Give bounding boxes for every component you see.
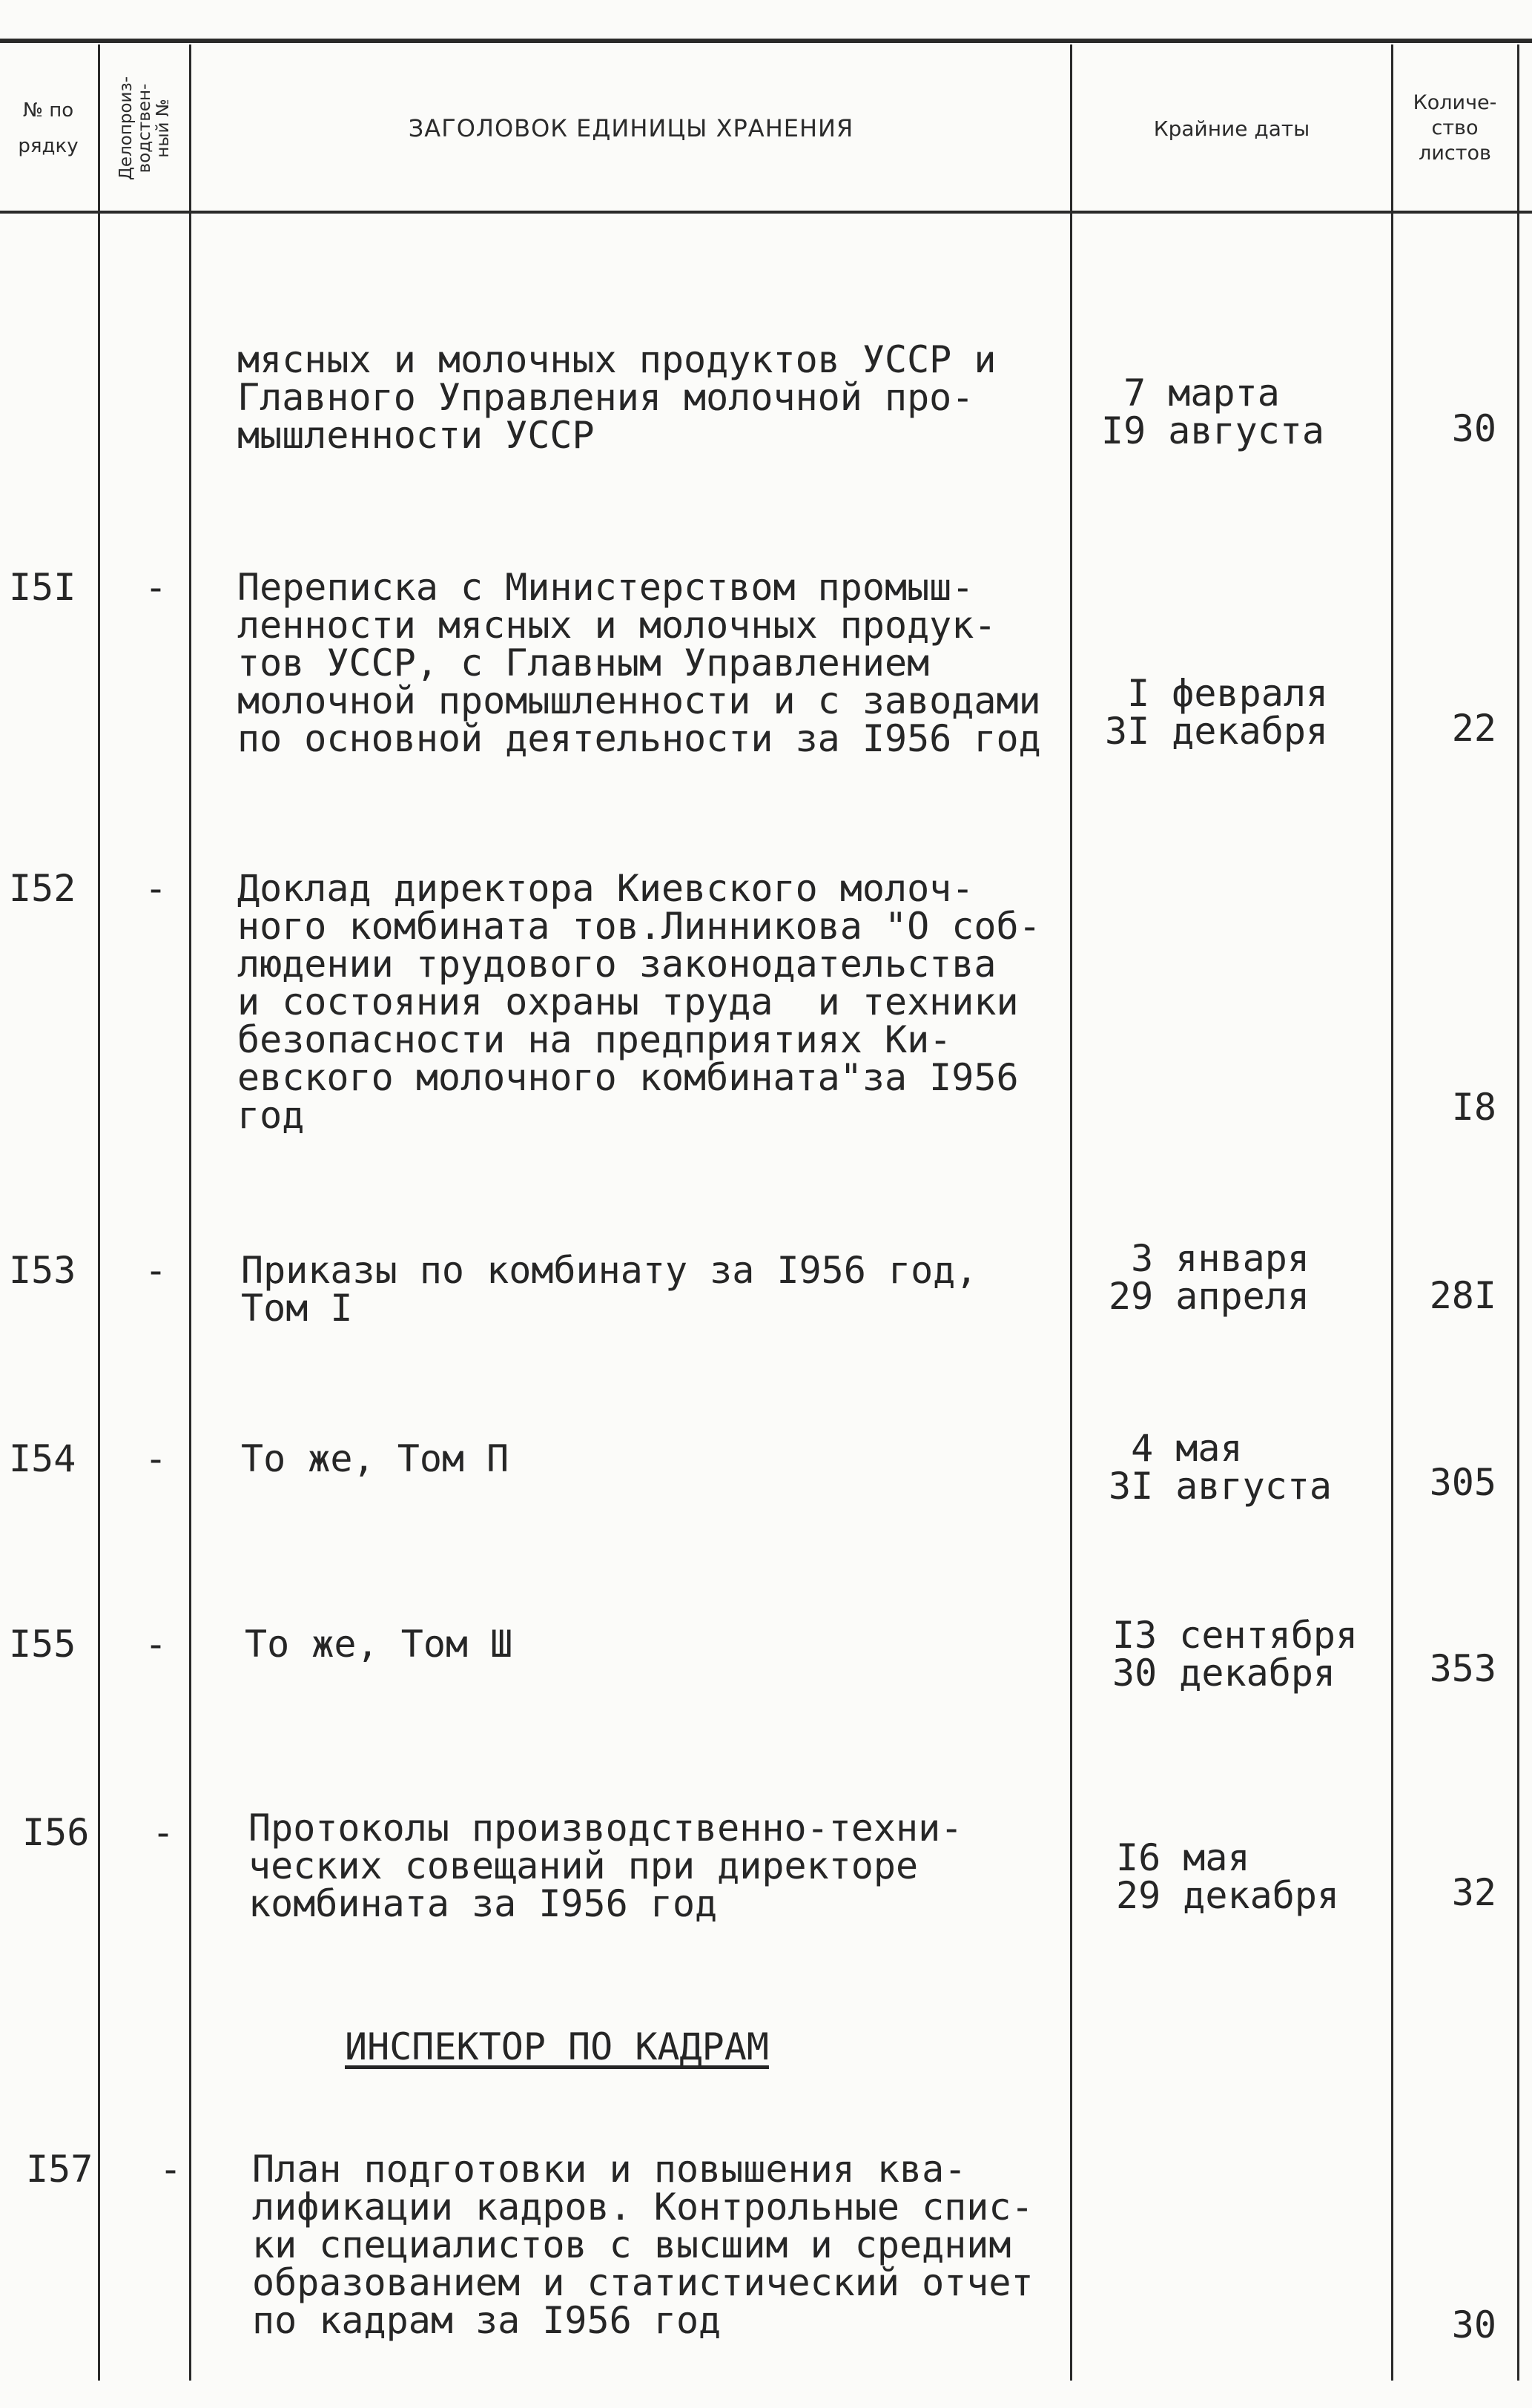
top-border xyxy=(0,39,1532,43)
row-1-office: - xyxy=(144,566,168,609)
row-7-no: I57 xyxy=(26,2148,93,2191)
row-4-title: То же, Том П xyxy=(241,1437,509,1480)
row-5-dates: I3 сентября 30 декабря xyxy=(1112,1614,1358,1695)
row-1-no: I5I xyxy=(9,566,76,609)
row-3-dates: 3 января 29 апреля xyxy=(1109,1237,1310,1318)
row-1-sheets: 22 xyxy=(1451,707,1496,750)
row-0-sheets: 30 xyxy=(1451,407,1496,450)
row-3-no: I53 xyxy=(9,1249,76,1292)
row-4-dates: 4 мая 3I августа xyxy=(1109,1427,1333,1508)
col-divider-1 xyxy=(98,44,100,2381)
row-2-title: Доклад директора Киевского молоч- ного комбината тов.Линникова "О соб- людении трудового законодательства и состояния охраны труда и техники безопасности на предприятиях Ки- евского молочного комбината"за I956 год xyxy=(237,867,1041,1137)
row-4-sheets: 305 xyxy=(1429,1461,1496,1504)
row-4-office: - xyxy=(144,1437,168,1480)
row-3-office: - xyxy=(144,1249,168,1292)
row-4-no: I54 xyxy=(9,1437,76,1480)
row-7-title: План подготовки и повышения ква- лификации кадров. Контрольные спис- ки специалистов с высшим и средним образованием и статистический отчет по кадрам за I956 год xyxy=(252,2148,1034,2342)
row-7-sheets: 30 xyxy=(1451,2303,1496,2346)
row-5-sheets: 353 xyxy=(1429,1647,1496,1690)
row-6-dates: I6 мая 29 декабря xyxy=(1116,1836,1340,1917)
header-col-title: ЗАГОЛОВОК ЕДИНИЦЫ ХРАНЕНИЯ xyxy=(408,114,854,142)
row-2-sheets: I8 xyxy=(1451,1086,1496,1129)
row-5-no: I55 xyxy=(9,1623,76,1666)
row-1-title: Переписка с Министерством промыш- ленности мясных и молочных продук- тов УССР, с Главным Управлением молочной промышленности и с заводами по основной деятельности за I956 год xyxy=(237,566,1041,760)
header-bottom-border xyxy=(0,211,1532,214)
row-0-title: мясных и молочных продуктов УССР и Главного Управления молочной про- мышленности УССР xyxy=(237,338,997,457)
col-divider-4 xyxy=(1391,44,1393,2381)
header-col-dates: Крайние даты xyxy=(1153,116,1310,141)
header-col-office-wrap xyxy=(101,47,188,209)
row-2-no: I52 xyxy=(9,867,76,910)
right-border xyxy=(1517,44,1519,2381)
col-divider-3 xyxy=(1070,44,1072,2381)
row-5-title: То же, Том Ш xyxy=(245,1623,513,1666)
row-6-title: Протоколы производственно-техни- ческих совещаний при директоре комбината за I956 год xyxy=(248,1807,963,1925)
header-col-sheets: Количе- ство листов xyxy=(1413,91,1497,165)
col-divider-2 xyxy=(189,44,191,2381)
section-heading: ИНСПЕКТОР ПО КАДРАМ xyxy=(345,2025,769,2068)
row-6-no: I56 xyxy=(22,1811,90,1854)
row-6-office: - xyxy=(151,1811,175,1854)
row-7-office: - xyxy=(159,2148,182,2191)
row-3-sheets: 28I xyxy=(1429,1274,1496,1317)
row-6-sheets: 32 xyxy=(1451,1871,1496,1914)
row-5-office: - xyxy=(144,1623,168,1666)
row-3-title: Приказы по комбинату за I956 год, Том I xyxy=(241,1249,978,1330)
row-1-dates: I февраля 3I декабря xyxy=(1105,672,1329,753)
header-col-no: № по рядку xyxy=(18,99,79,157)
header-col-office: Делопроиз- водствен- ный № xyxy=(116,76,173,181)
row-0-dates: 7 марта I9 августа xyxy=(1101,372,1325,452)
row-2-office: - xyxy=(144,867,168,910)
